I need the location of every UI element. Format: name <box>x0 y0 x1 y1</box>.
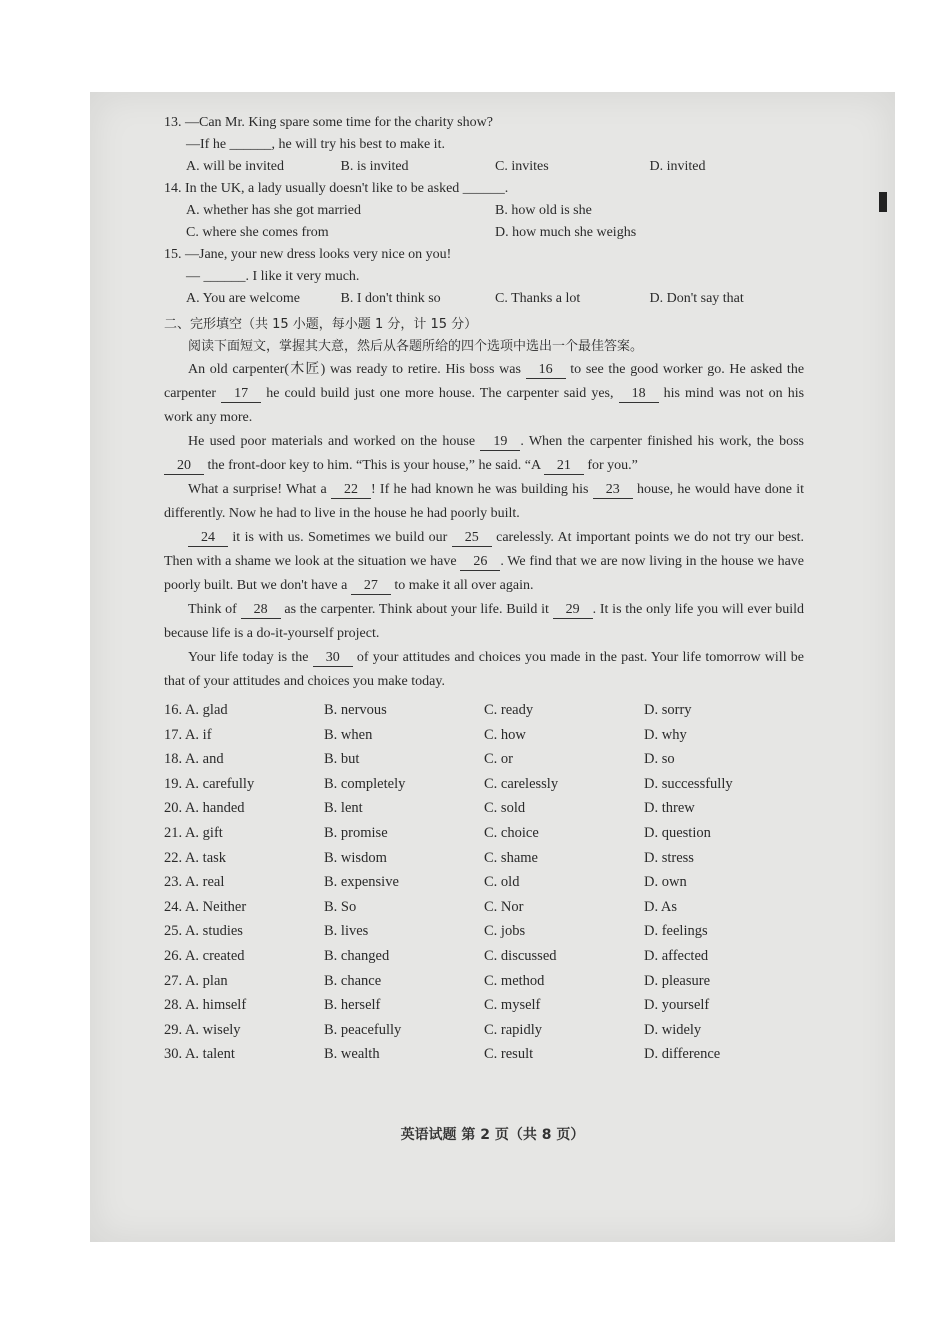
option-row-18 <box>164 747 804 772</box>
blank-16[interactable]: 16 <box>526 362 566 379</box>
cloze-options-table <box>164 698 804 1067</box>
blank-22[interactable]: 22 <box>331 482 371 499</box>
question-14 <box>164 178 804 244</box>
option-d[interactable]: D. As <box>644 898 678 915</box>
option-c[interactable]: C. invites <box>495 159 549 174</box>
option-a[interactable]: A. will be invited <box>186 159 284 174</box>
option-row-16 <box>164 698 804 723</box>
blank-26[interactable]: 26 <box>460 554 500 571</box>
option-a[interactable]: 26. A. created <box>164 947 245 964</box>
option-a[interactable]: 24. A. Neither <box>164 898 247 915</box>
option-b[interactable]: B. wisdom <box>324 849 387 866</box>
option-b[interactable]: B. promise <box>324 824 388 841</box>
question-stem: 13. —Can Mr. King spare some time for the charity show? <box>164 115 493 130</box>
paragraph-4 <box>164 526 804 598</box>
options-row-1 <box>164 200 804 222</box>
option-d[interactable]: D. invited <box>649 159 706 174</box>
question-stem-2: —If he ______, he will try his best to make it. <box>186 137 445 152</box>
section-instruction: 阅读下面短文，掌握其大意，然后从各题所给的四个选项中选出一个最佳答案。 <box>188 339 644 354</box>
option-a[interactable]: 25. A. studies <box>164 923 243 940</box>
option-b[interactable]: B. but <box>324 751 360 768</box>
section-title: 二、完形填空（共 15 小题，每小题 1 分，计 15 分） <box>164 317 478 332</box>
option-a[interactable]: 23. A. real <box>164 874 225 891</box>
option-row-22 <box>164 846 804 871</box>
cloze-passage <box>164 358 804 694</box>
option-row-26 <box>164 944 804 969</box>
option-d[interactable]: D. why <box>644 726 687 743</box>
option-d[interactable]: D. threw <box>644 800 695 817</box>
option-a[interactable]: A. You are welcome <box>186 291 300 306</box>
option-a[interactable]: 20. A. handed <box>164 800 245 817</box>
option-c[interactable]: C. old <box>484 874 520 891</box>
scan-marker <box>879 192 887 212</box>
option-b[interactable]: B. peacefully <box>324 1021 402 1038</box>
option-row-27 <box>164 969 804 994</box>
text: of your attitudes and choices you made in the past. Your life tomorrow will be that of your attitudes and choices you make today. <box>164 650 805 689</box>
option-a[interactable]: 29. A. wisely <box>164 1021 241 1038</box>
option-a[interactable]: 18. A. and <box>164 751 224 768</box>
question-stem: 15. —Jane, your new dress looks very nice on you! <box>164 247 452 262</box>
option-b[interactable]: B. chance <box>324 972 382 989</box>
option-c[interactable]: C. result <box>484 1046 534 1063</box>
option-c[interactable]: C. Thanks a lot <box>495 291 581 306</box>
blank-21[interactable]: 21 <box>544 458 584 475</box>
text: to make it all over again. <box>394 578 534 593</box>
text: house, he would have done it differently. Now he had to live in the house he had poorly built. <box>164 482 805 521</box>
option-b[interactable]: B. is invited <box>340 159 409 174</box>
option-a[interactable]: 30. A. talent <box>164 1046 235 1063</box>
option-b[interactable]: B. I don't think so <box>340 291 441 306</box>
option-b[interactable]: B. wealth <box>324 1046 380 1063</box>
option-b[interactable]: B. lives <box>324 923 369 940</box>
blank-19[interactable]: 19 <box>480 434 520 451</box>
paragraph-3 <box>164 478 804 526</box>
option-c[interactable]: C. carelessly <box>484 775 559 792</box>
option-d[interactable]: D. own <box>644 874 687 891</box>
option-a[interactable]: 22. A. task <box>164 849 227 866</box>
paragraph-1 <box>164 358 804 430</box>
text: to see the good worker go. He asked the carpenter <box>164 362 805 401</box>
option-c[interactable]: C. choice <box>484 824 539 841</box>
option-a[interactable]: 19. A. carefully <box>164 775 255 792</box>
option-d[interactable]: D. question <box>644 824 711 841</box>
blank-17[interactable]: 17 <box>221 386 261 403</box>
option-b[interactable]: B. when <box>324 726 373 743</box>
blank-28[interactable]: 28 <box>241 602 281 619</box>
text: Think of <box>188 602 237 617</box>
option-c[interactable]: C. discussed <box>484 947 557 964</box>
option-c[interactable]: C. how <box>484 726 526 743</box>
options <box>164 288 804 310</box>
option-row-25 <box>164 919 804 944</box>
option-a[interactable]: 17. A. if <box>164 726 212 743</box>
option-b[interactable]: B. lent <box>324 800 363 817</box>
option-row-24 <box>164 895 804 920</box>
blank-24[interactable]: 24 <box>188 530 228 547</box>
paragraph-6 <box>164 646 804 694</box>
option-b[interactable]: B. nervous <box>324 702 387 718</box>
paragraph-5 <box>164 598 804 646</box>
text: . We find that we are now living in the house we have poorly built. But we don't have a <box>164 554 805 593</box>
page-content <box>164 112 804 1067</box>
text: He used poor materials and worked on the house <box>188 434 476 449</box>
text: What a surprise! What a <box>188 482 327 497</box>
option-b[interactable]: B. So <box>324 898 357 915</box>
options <box>164 156 804 178</box>
option-row-29 <box>164 1018 804 1043</box>
option-c[interactable]: C. ready <box>484 702 534 718</box>
option-a[interactable]: 27. A. plan <box>164 972 228 989</box>
option-b[interactable]: B. herself <box>324 997 381 1014</box>
option-c[interactable]: C. jobs <box>484 923 526 940</box>
text: Your life today is the <box>188 650 309 665</box>
blank-29[interactable]: 29 <box>553 602 593 619</box>
text: . When the carpenter finished his work, the boss <box>520 434 804 449</box>
option-d[interactable]: D. sorry <box>644 702 692 718</box>
option-row-21 <box>164 821 804 846</box>
text: he could build just one more house. The carpenter said yes, <box>266 386 614 401</box>
option-b[interactable]: B. changed <box>324 947 390 964</box>
option-d[interactable]: D. yourself <box>644 997 710 1014</box>
option-a[interactable]: 28. A. himself <box>164 997 247 1014</box>
text: ! If he had known he was building his <box>371 482 589 497</box>
option-row-19 <box>164 772 804 797</box>
option-row-17 <box>164 723 804 748</box>
option-d[interactable]: D. how much she weighs <box>495 225 637 240</box>
text: An old carpenter(木匠) was ready to retire. His boss was <box>188 362 521 377</box>
option-d[interactable]: D. affected <box>644 947 709 964</box>
option-d[interactable]: D. difference <box>644 1046 721 1063</box>
blank-20[interactable]: 20 <box>164 458 204 475</box>
option-a[interactable]: 21. A. gift <box>164 824 223 841</box>
paragraph-2 <box>164 430 804 478</box>
text: carelessly. At important points we do not try our best. Then with a shame we look at the situation we have <box>164 530 805 569</box>
option-a[interactable]: A. whether has she got married <box>186 203 361 218</box>
option-d[interactable]: D. feelings <box>644 923 708 940</box>
option-c[interactable]: C. where she comes from <box>186 225 329 240</box>
page-footer: 英语试题 第 2 页（共 8 页） <box>400 1127 585 1143</box>
option-c[interactable]: C. shame <box>484 849 538 866</box>
text: it is with us. Sometimes we build our <box>232 530 448 545</box>
text: . It is the only life you will ever build because life is a do-it-yourself project. <box>164 602 805 641</box>
blank-18[interactable]: 18 <box>619 386 659 403</box>
question-15 <box>164 244 804 310</box>
blank-23[interactable]: 23 <box>593 482 633 499</box>
text: as the carpenter. Think about your life. Build it <box>284 602 549 617</box>
options-row-2 <box>164 222 804 244</box>
option-d[interactable]: D. widely <box>644 1021 702 1038</box>
text: for you.” <box>587 458 638 473</box>
question-stem: 14. In the UK, a lady usually doesn't like to be asked ______. <box>164 181 509 196</box>
option-d[interactable]: D. pleasure <box>644 972 711 989</box>
option-c[interactable]: C. sold <box>484 800 526 817</box>
option-c[interactable]: C. or <box>484 751 513 768</box>
option-a[interactable]: 16. A. glad <box>164 702 228 718</box>
option-d[interactable]: D. so <box>644 751 675 768</box>
option-b[interactable]: B. expensive <box>324 874 399 891</box>
option-d[interactable]: D. successfully <box>644 775 733 792</box>
blank-27[interactable]: 27 <box>351 578 391 595</box>
option-c[interactable]: C. rapidly <box>484 1021 542 1038</box>
option-b[interactable]: B. completely <box>324 775 406 792</box>
option-d[interactable]: D. Don't say that <box>649 291 744 306</box>
text: the front-door key to him. “This is your house,” he said. “A <box>207 458 541 473</box>
option-c[interactable]: C. myself <box>484 997 541 1014</box>
option-d[interactable]: D. stress <box>644 849 694 866</box>
option-c[interactable]: C. Nor <box>484 898 524 915</box>
option-c[interactable]: C. method <box>484 972 545 989</box>
blank-25[interactable]: 25 <box>452 530 492 547</box>
option-b[interactable]: B. how old is she <box>495 203 592 218</box>
option-row-23 <box>164 870 804 895</box>
option-row-20 <box>164 796 804 821</box>
question-13 <box>164 112 804 178</box>
text: his mind was not on his work any more. <box>164 386 805 425</box>
exam-page <box>90 92 895 1242</box>
option-row-28 <box>164 993 804 1018</box>
blank-30[interactable]: 30 <box>313 650 353 667</box>
question-stem-2: — ______. I like it very much. <box>186 269 360 284</box>
option-row-30 <box>164 1042 804 1067</box>
